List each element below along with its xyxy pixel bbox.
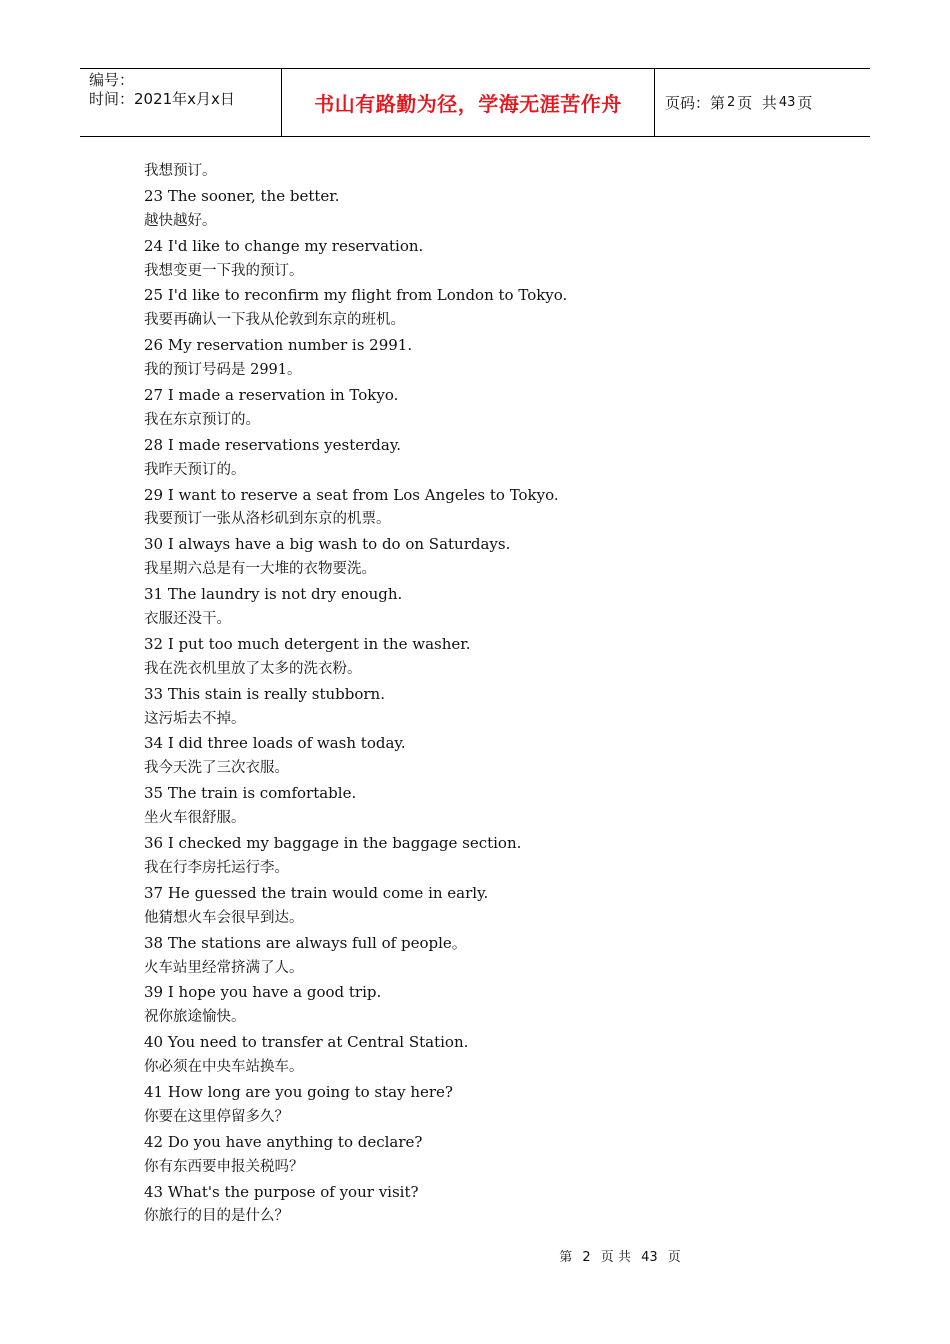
english-sentence: 42 Do you have anything to declare? — [144, 1132, 423, 1151]
english-sentence: 24 I'd like to change my reservation. — [144, 236, 424, 255]
english-sentence: 32 I put too much detergent in the washer. — [144, 634, 471, 653]
motto-text: 书山有路勤为径，学海无涯苦作舟 — [314, 92, 622, 116]
page-mid: 页 共 — [737, 94, 777, 112]
english-sentence: 28 I made reservations yesterday. — [144, 435, 402, 454]
chinese-translation: 坐火车很舒服。 — [144, 810, 246, 827]
chinese-translation: 你有东西要申报关税吗？ — [144, 1158, 304, 1175]
english-sentence: 39 I hope you have a good trip. — [144, 983, 382, 1002]
chinese-translation: 我的预订号码是 2991。 — [144, 362, 302, 379]
english-sentence: 27 I made a reservation in Tokyo. — [144, 386, 399, 405]
english-sentence: 43 What's the purpose of your visit? — [144, 1182, 419, 1201]
chinese-translation: 他猜想火车会很早到达。 — [144, 909, 304, 926]
english-sentence: 35 The train is comfortable. — [144, 784, 357, 803]
header-page-info — [655, 69, 870, 136]
header-meta — [80, 69, 281, 136]
page-footer — [0, 1246, 950, 1265]
page-prefix: 页码：第 — [665, 94, 726, 112]
header-motto-cell — [281, 69, 655, 136]
chinese-translation: 你必须在中央车站换车。 — [144, 1059, 304, 1076]
english-sentence: 31 The laundry is not dry enough. — [144, 585, 403, 604]
date-label: 时间：2021年x月x日 — [89, 90, 235, 108]
chinese-translation: 这污垢去不掉。 — [144, 710, 246, 727]
footer-suffix: 页 — [667, 1250, 681, 1265]
chinese-translation: 我在洗衣机里放了太多的洗衣粉。 — [144, 660, 362, 677]
english-sentence: 33 This stain is really stubborn. — [144, 684, 385, 703]
chinese-translation: 我昨天预订的。 — [144, 461, 246, 478]
chinese-translation: 祝你旅途愉快。 — [144, 1009, 246, 1026]
page-header — [80, 68, 870, 137]
page-current: 2 — [727, 95, 736, 110]
chinese-translation: 我想变更一下我的预订。 — [144, 262, 304, 279]
footer-prefix: 第 — [559, 1250, 573, 1265]
page-suffix: 页 — [797, 94, 813, 112]
chinese-translation: 越快越好。 — [144, 212, 217, 229]
document-body — [144, 159, 864, 1229]
footer-total: 43 — [641, 1250, 658, 1265]
english-sentence: 25 I'd like to reconfirm my flight from London to Tokyo. — [144, 286, 568, 305]
chinese-translation: 我想预订。 — [144, 163, 217, 179]
chinese-translation: 我在行李房托运行李。 — [144, 859, 289, 876]
chinese-translation: 我要预订一张从洛杉矶到东京的机票。 — [144, 511, 391, 528]
chinese-translation: 我星期六总是有一大堆的衣物要洗。 — [144, 561, 376, 578]
chinese-translation: 你要在这里停留多久？ — [144, 1108, 289, 1125]
page-total: 43 — [778, 95, 796, 110]
english-sentence: 29 I want to reserve a seat from Los Angeles to Tokyo. — [144, 485, 559, 504]
footer-mid: 页 共 — [600, 1250, 631, 1265]
chinese-translation: 我要再确认一下我从伦敦到东京的班机。 — [144, 312, 405, 329]
english-sentence: 38 The stations are always full of people。 — [144, 933, 467, 952]
english-sentence: 36 I checked my baggage in the baggage section. — [144, 834, 522, 853]
serial-label: 编号： — [89, 71, 135, 89]
footer-current: 2 — [582, 1250, 591, 1265]
english-sentence: 23 The sooner, the better. — [144, 186, 340, 205]
chinese-translation: 你旅行的目的是什么？ — [144, 1208, 289, 1225]
english-sentence: 40 You need to transfer at Central Station. — [144, 1033, 469, 1052]
english-sentence: 26 My reservation number is 2991. — [144, 336, 413, 355]
english-sentence: 41 How long are you going to stay here? — [144, 1082, 453, 1101]
chinese-translation: 我今天洗了三次衣服。 — [144, 760, 289, 777]
english-sentence: 37 He guessed the train would come in early. — [144, 883, 489, 902]
english-sentence: 30 I always have a big wash to do on Saturdays. — [144, 535, 511, 554]
chinese-translation: 衣服还没干。 — [144, 611, 231, 628]
english-sentence: 34 I did three loads of wash today. — [144, 734, 406, 753]
chinese-translation: 火车站里经常挤满了人。 — [144, 959, 304, 976]
chinese-translation: 我在东京预订的。 — [144, 411, 260, 428]
